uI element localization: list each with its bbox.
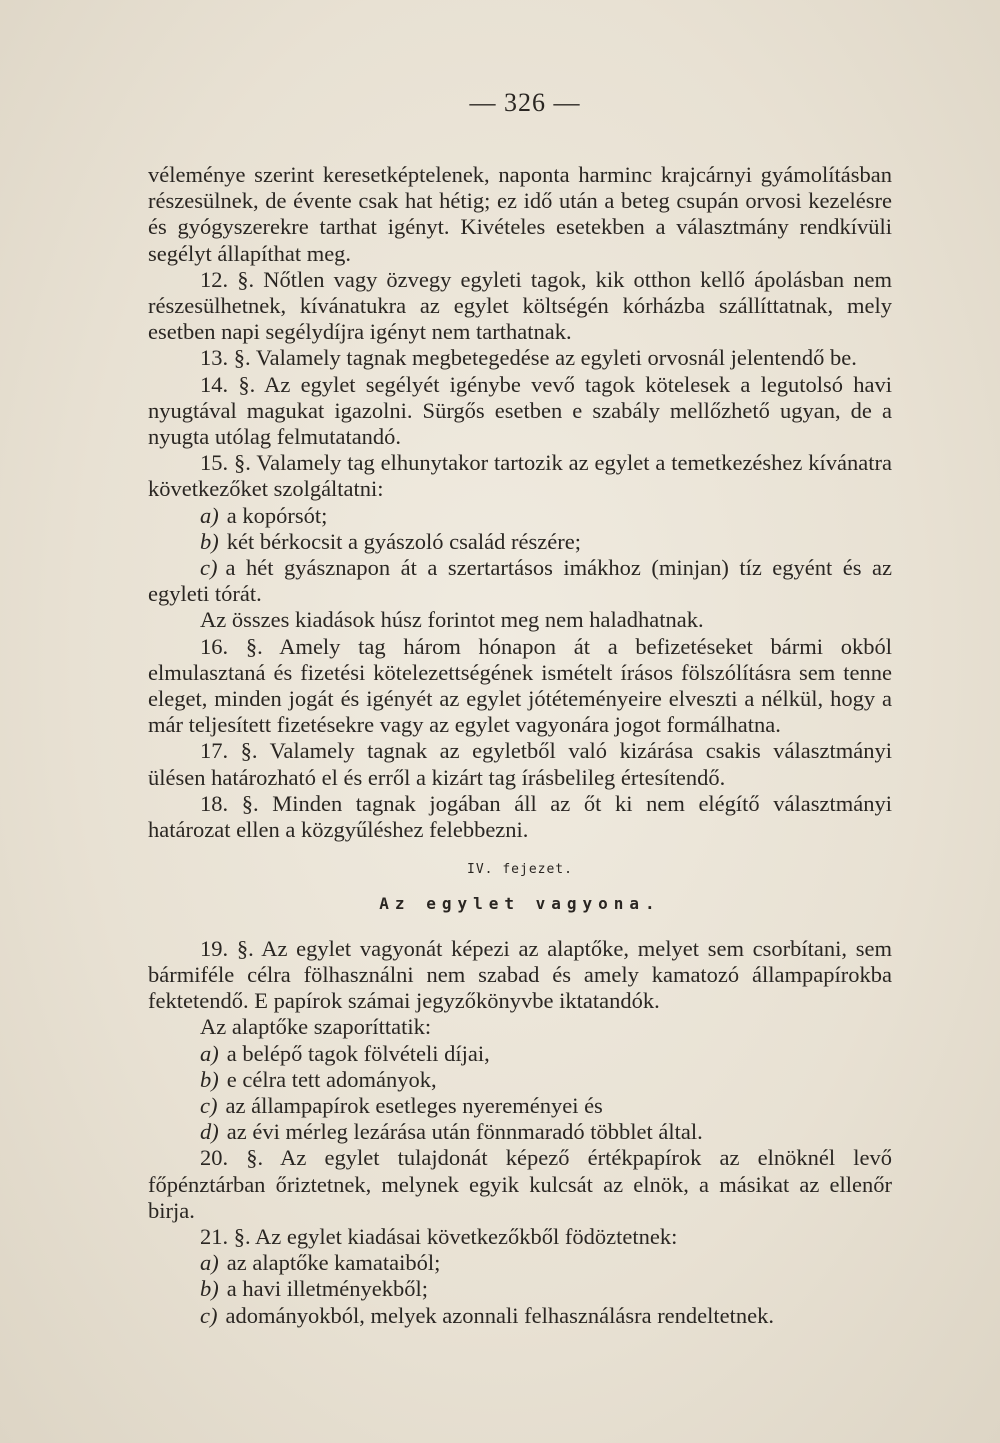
list-item-letter: b) (200, 1066, 219, 1092)
list-item-letter: a) (200, 1040, 219, 1066)
list-item-letter: a) (200, 502, 219, 528)
page-content (148, 88, 892, 1329)
paragraph-continuation: véleménye szerint keresetképtelenek, naponta harminc krajcárnyi gyámolításban részesülnek, de évente csak hat hétig; ez idő után a beteg csupán orvosi kezelésre és gyógyszerekre tarthat igényt. Kivételes esetekben a választmány rendkívüli segélyt állapíthat meg. (148, 162, 892, 266)
page-number: — 326 — (469, 88, 581, 117)
list-item-text: a hét gyásznapon át a szertartásos imákhoz (minjan) tíz egyént és az egyleti tórát. (148, 555, 892, 607)
list-item-text: az állampapírok esetleges nyereményei és (225, 1092, 603, 1118)
list-item-letter: d) (200, 1119, 219, 1145)
paragraph-17: 17. §. Valamely tagnak az egyletből való kizárása csakis választmányi ülésen határozható el és erről a kizárt tag írásbelileg értesítendő. (148, 738, 892, 790)
list-item-letter: b) (200, 528, 219, 554)
paragraph-19: 19. §. Az egylet vagyonát képezi az alaptőke, melyet sem csorbítani, sem bármiféle célra fölhasználni nem szabad és amely kamatozó állampapírokba fektetendő. E papírok számai jegyzőkönyvbe iktatandók. (148, 935, 892, 1014)
list-item-letter: c) (200, 1302, 218, 1328)
paragraph-14: 14. §. Az egylet segélyét igénybe vevő tagok kötelesek a legutolsó havi nyugtával magukat igazolni. Sürgős esetben e szabály mellőzhető ugyan, de a nyugta utólag felmutatandó. (148, 371, 892, 450)
list-item-text: a belépő tagok fölvételi díjai, (226, 1040, 490, 1066)
paragraph-16: 16. §. Amely tag három hónapon át a befizetéseket bármi okból elmulasztaná és fizetési kötelezettségének ismételt írásos fölszólításra sem tenne eleget, minden jogát és igényét az egylet jótéteményeire elveszti a nélkül, hogy a már teljesített fizetésekre vagy az egylet vagyonára jogot formálhatna. (148, 633, 892, 738)
list-item-text: az alaptőke kamataiból; (226, 1250, 441, 1276)
chapter-title: Az egylet vagyona. (379, 894, 661, 914)
list-item (148, 1119, 892, 1145)
chapter-label: IV. fejezet. (467, 862, 573, 878)
list-item (148, 1067, 892, 1093)
list-item (148, 1303, 892, 1329)
paragraph-expenses: Az összes kiadások húsz forintot meg nem haladhatnak. (200, 607, 704, 633)
list-item-text: két bérkocsit a gyászoló család részére; (226, 528, 581, 554)
list-item-letter: a) (200, 1250, 219, 1276)
list-item (148, 1250, 892, 1276)
list-item-text: a kopórsót; (226, 502, 328, 528)
paragraph-20: 20. §. Az egylet tulajdonát képező értékpapírok az elnöknél levő főpénztárban őriztetnek, melynek egyik kulcsát az elnök, a másikat az ellenőr birja. (148, 1145, 892, 1223)
list-item-text: az évi mérleg lezárása után fönnmaradó többlet által. (226, 1119, 703, 1145)
list-item-text: adományokból, melyek azonnali felhasználásra rendeltetnek. (225, 1302, 775, 1328)
list-item (148, 1041, 892, 1067)
paragraph-15: 15. §. Valamely tag elhunytakor tartozik az egylet a temetkezéshez kívánatra következőket szolgáltatni: (148, 450, 892, 502)
paragraph-13: 13. §. Valamely tagnak megbetegedése az egyleti orvosnál jelentendő be. (200, 345, 857, 371)
paragraph-18: 18. §. Minden tagnak jogában áll az őt ki nem elégítő választmányi határozat ellen a közgyűléshez felebbezni. (148, 790, 892, 843)
body-text (148, 162, 892, 1329)
list-item (148, 503, 892, 529)
list-item (148, 555, 892, 607)
list-item (148, 1093, 892, 1119)
paragraph-21: 21. §. Az egylet kiadásai következőkből födöztetnek: (200, 1223, 678, 1249)
paragraph-capital-increase: Az alaptőke szaporíttatik: (200, 1014, 432, 1040)
list-item-text: e célra tett adományok, (226, 1066, 437, 1092)
paragraph-12: 12. §. Nőtlen vagy özvegy egyleti tagok, kik otthon kellő ápolásban nem részesülhetnek, kívánatukra az egylet költségén kórházba szállíttatnak, mely esetben napi segélydíjra igényt nem tarthatnak. (148, 266, 892, 345)
list-item-letter: c) (200, 555, 218, 581)
list-item (148, 1276, 892, 1302)
list-item-letter: b) (200, 1276, 219, 1302)
list-item-text: a havi illetményekből; (226, 1276, 428, 1302)
list-item (148, 529, 892, 555)
list-item-letter: c) (200, 1092, 218, 1118)
